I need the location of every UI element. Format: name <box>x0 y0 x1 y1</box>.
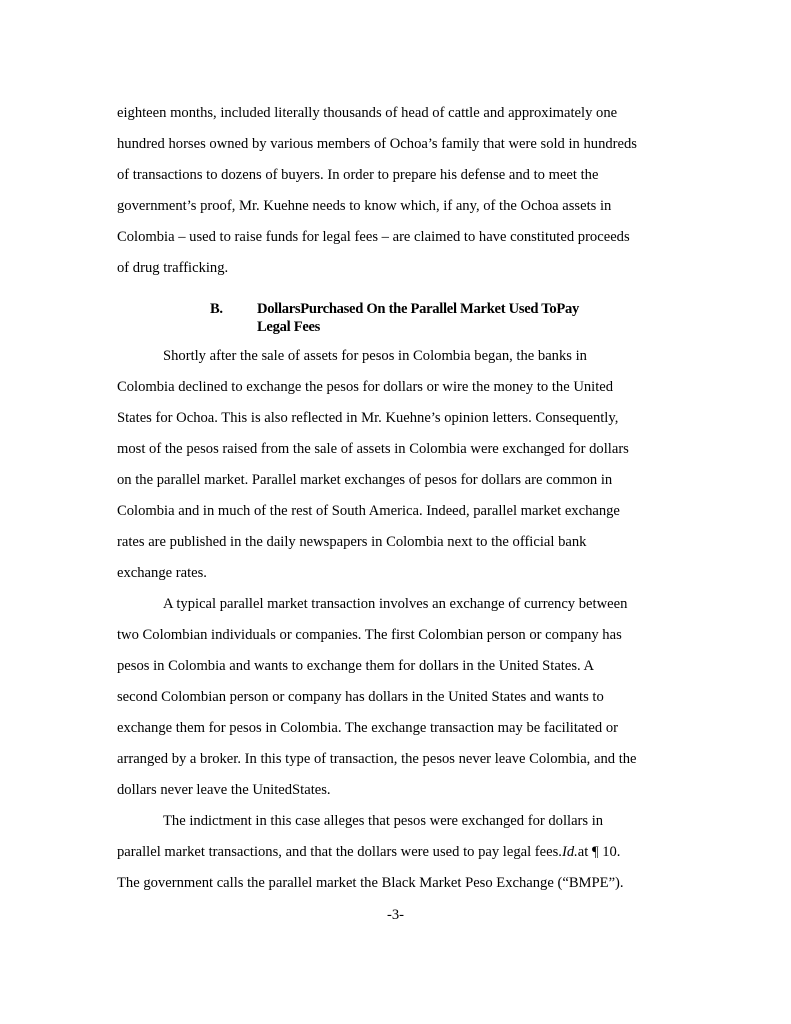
text-fragment: parallel market transactions, and that the dollars were used to pay legal fees. <box>117 844 562 860</box>
text-line: exchange rates. <box>117 565 207 581</box>
text-line: The government calls the parallel market the Black Market Peso Exchange (“BMPE”). <box>117 875 624 891</box>
text-line: two Colombian individuals or companies. The first Colombian person or company has <box>117 627 622 643</box>
text-line: rates are published in the daily newspapers in Colombia next to the official bank <box>117 534 587 550</box>
text-line: Colombia and in much of the rest of South America. Indeed, parallel market exchange <box>117 503 620 519</box>
text-line: eighteen months, included literally thousands of head of cattle and approximately one <box>117 105 618 121</box>
text-line: dollars never leave the UnitedStates. <box>117 782 331 798</box>
text-line: The indictment in this case alleges that pesos were exchanged for dollars in <box>163 813 604 829</box>
section-title-line: DollarsPurchased On the Parallel Market Used ToPay <box>257 301 579 317</box>
text-fragment: at ¶ 10. <box>577 844 621 860</box>
section-letter: B. <box>210 301 223 317</box>
text-line: Shortly after the sale of assets for pesos in Colombia began, the banks in <box>163 348 587 364</box>
text-line <box>117 844 620 861</box>
text-line: Colombia – used to raise funds for legal fees – are claimed to have constituted proceeds <box>117 229 630 245</box>
text-line: pesos in Colombia and wants to exchange them for dollars in the United States. A <box>117 658 595 674</box>
text-line: Colombia declined to exchange the pesos for dollars or wire the money to the United <box>117 379 614 395</box>
text-line: on the parallel market. Parallel market exchanges of pesos for dollars are common in <box>117 472 613 488</box>
text-line: A typical parallel market transaction involves an exchange of currency between <box>163 596 628 612</box>
text-line: second Colombian person or company has dollars in the United States and wants to <box>117 689 604 705</box>
citation-id: Id. <box>561 844 578 860</box>
text-line: of transactions to dozens of buyers. In order to prepare his defense and to meet the <box>117 167 599 183</box>
text-line: hundred horses owned by various members of Ochoa’s family that were sold in hundreds <box>117 136 637 152</box>
page-number: -3- <box>386 907 405 923</box>
text-line: arranged by a broker. In this type of transaction, the pesos never leave Colombia, and the <box>117 751 637 767</box>
text-line: government’s proof, Mr. Kuehne needs to know which, if any, of the Ochoa assets in <box>117 198 612 214</box>
text-line: of drug trafficking. <box>117 260 229 276</box>
section-title-line: Legal Fees <box>257 319 321 335</box>
text-line: most of the pesos raised from the sale of assets in Colombia were exchanged for dollars <box>117 441 629 457</box>
text-line: States for Ochoa. This is also reflected in Mr. Kuehne’s opinion letters. Consequently, <box>117 410 619 426</box>
text-line: exchange them for pesos in Colombia. The exchange transaction may be facilitated or <box>117 720 619 736</box>
